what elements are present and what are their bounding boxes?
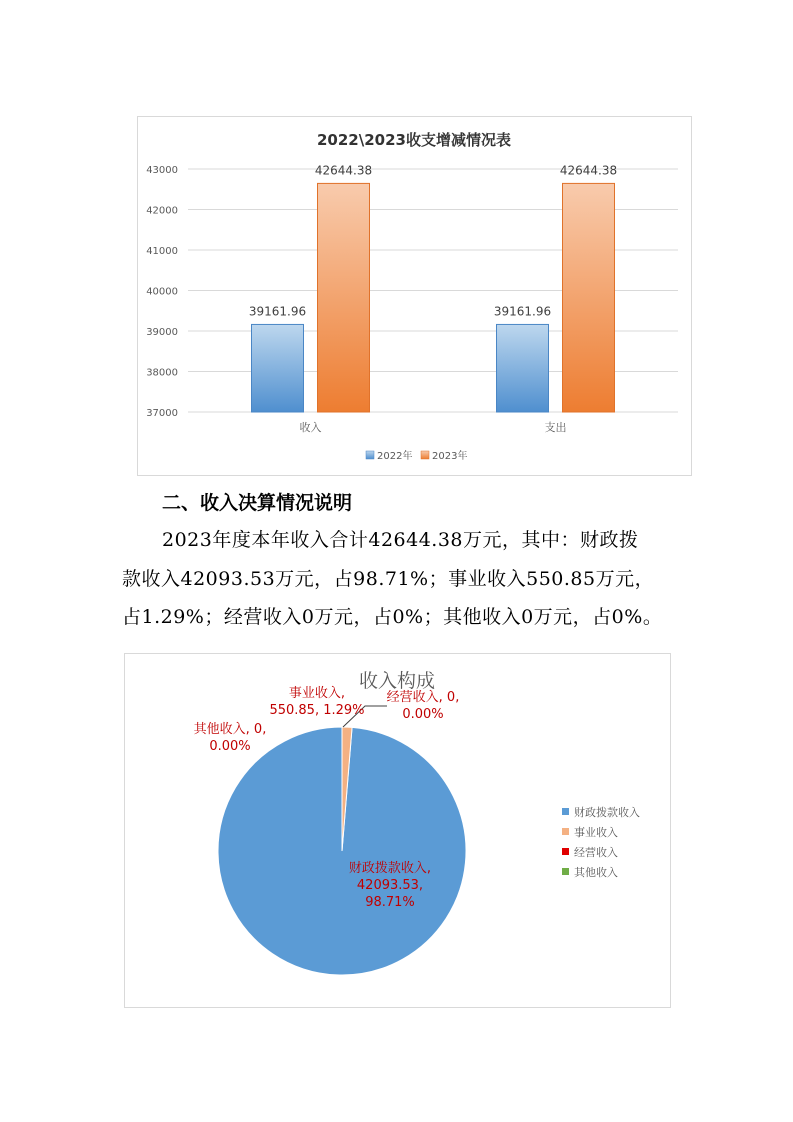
bar-data-label: 42644.38: [314, 163, 373, 178]
label-fiscal: 42093.53,: [356, 878, 424, 893]
paragraph-line-3: 占1.29%；经营收入0万元，占0%；其他收入0万元，占0%。: [122, 606, 663, 628]
pie-chart-title: 收入构成: [358, 670, 436, 692]
y-tick-label: 39000: [146, 327, 178, 338]
x-category-label: 支出: [544, 421, 567, 434]
bar-chart-frame: [137, 116, 692, 476]
pie-chart: [125, 654, 670, 1007]
label-other: 0.00%: [209, 739, 251, 754]
label-other: 其他收入, 0,: [193, 722, 267, 737]
y-tick-label: 41000: [146, 246, 178, 257]
legend-swatch: [562, 808, 569, 815]
label-business: 550.85, 1.29%: [269, 703, 365, 718]
y-tick-label: 42000: [146, 205, 178, 217]
x-category-label: 收入: [299, 421, 322, 434]
legend-label: 2022年: [377, 451, 413, 462]
bar-data-label: 39161.96: [493, 304, 552, 319]
y-tick-label: 40000: [146, 286, 178, 298]
legend-swatch: [421, 451, 429, 459]
paragraph-line-2: 款收入42093.53万元，占98.71%；事业收入550.85万元，: [122, 568, 655, 590]
legend-label: 财政拨款收入: [574, 806, 640, 819]
legend-swatch: [562, 848, 569, 855]
y-tick-label: 37000: [146, 408, 178, 419]
legend-swatch: [562, 828, 569, 835]
bar-2023: [318, 183, 370, 412]
paragraph-line-1: 2023年度本年收入合计42644.38万元，其中：财政拨: [162, 529, 639, 551]
label-operating: 0.00%: [402, 707, 444, 722]
section-heading: 二、收入决算情况说明: [162, 492, 353, 514]
pie-chart-frame: [124, 653, 671, 1008]
legend-swatch: [366, 451, 374, 459]
bar-chart-title: 2022\2023收支增减情况表: [317, 131, 511, 149]
label-fiscal: 财政拨款收入,: [348, 861, 432, 876]
label-fiscal: 98.71%: [365, 895, 415, 910]
bar-2022: [252, 324, 304, 412]
bar-chart: [138, 117, 691, 475]
legend-label: 2023年: [432, 451, 468, 462]
bar-data-label: 39161.96: [248, 304, 307, 319]
legend-swatch: [562, 868, 569, 875]
label-operating: 经营收入, 0,: [386, 690, 460, 705]
bar-data-label: 42644.38: [559, 163, 618, 178]
label-business: 事业收入,: [288, 686, 346, 701]
y-tick-label: 38000: [146, 367, 178, 379]
legend-label: 事业收入: [574, 826, 618, 839]
legend-label: 经营收入: [574, 846, 618, 859]
y-tick-label: 43000: [146, 165, 178, 176]
bar-2023: [563, 183, 615, 412]
bar-2022: [497, 324, 549, 412]
legend-label: 其他收入: [574, 866, 618, 879]
